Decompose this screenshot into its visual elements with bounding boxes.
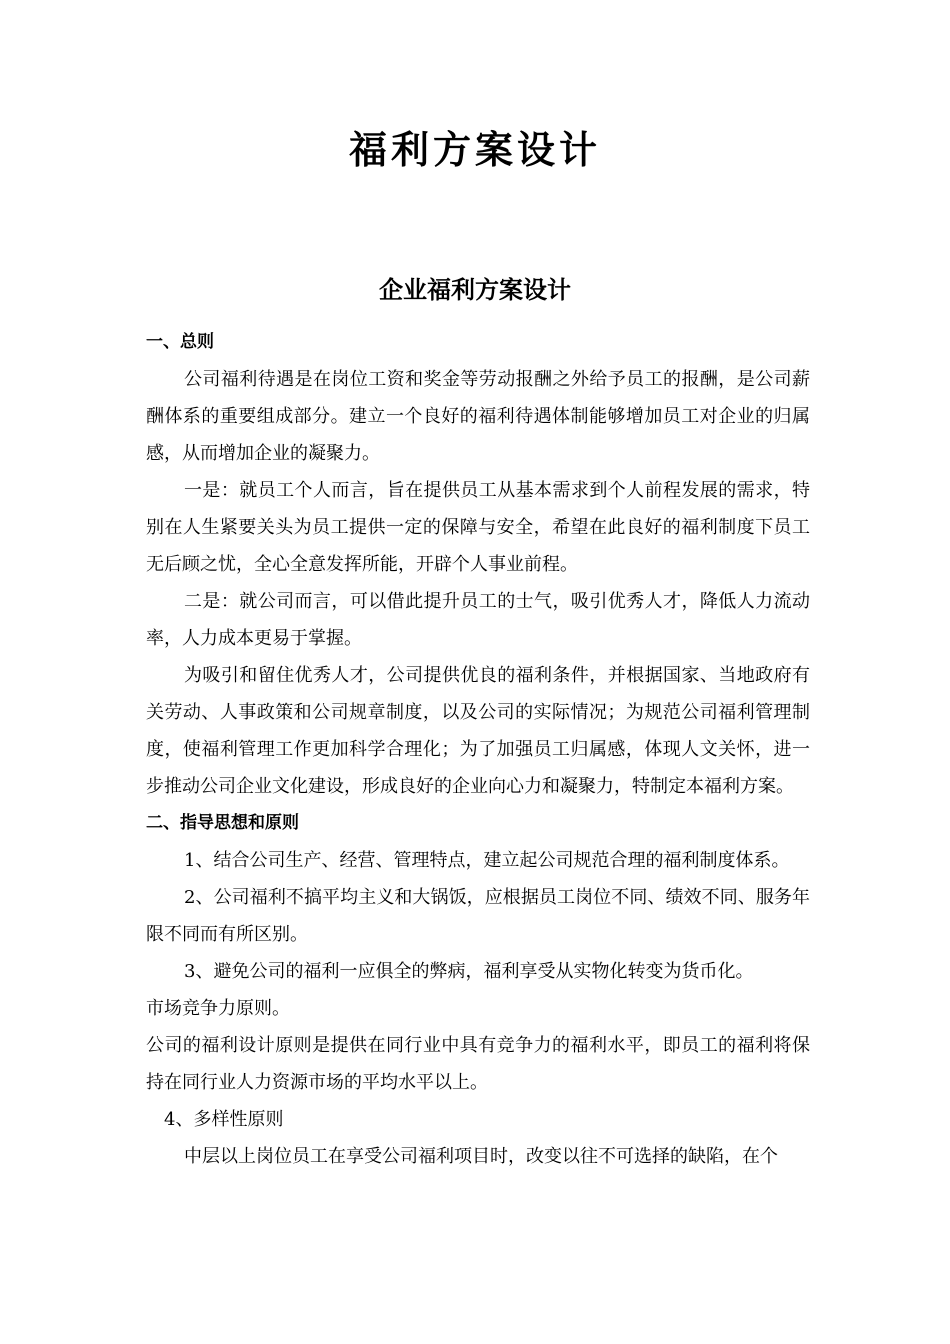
paragraph: 2、公司福利不搞平均主义和大锅饭，应根据员工岗位不同、绩效不同、服务年限不同而有所区别。 — [146, 887, 810, 945]
paragraph: 公司的福利设计原则是提供在同行业中具有竞争力的福利水平，即员工的福利将保持在同行业人力资源市场的平均水平以上。 — [146, 1035, 810, 1093]
paragraph: 中层以上岗位员工在享受公司福利项目时，改变以往不可选择的缺陷，在个 — [184, 1146, 778, 1167]
paragraph: 市场竞争力原则。 — [146, 998, 290, 1019]
main-title: 福利方案设计 — [348, 127, 601, 172]
sub-title: 企业福利方案设计 — [379, 276, 571, 304]
paragraph: 1、结合公司生产、经营、管理特点，建立起公司规范合理的福利制度体系。 — [184, 850, 790, 871]
paragraph: 一是：就员工个人而言，旨在提供员工从基本需求到个人前程发展的需求，特别在人生紧要关头为员工提供一定的保障与安全，希望在此良好的福利制度下员工无后顾之忧，全心全意发挥所能，开辟个人事业前程。 — [146, 480, 810, 575]
paragraph: 公司福利待遇是在岗位工资和奖金等劳动报酬之外给予员工的报酬，是公司薪酬体系的重要组成部分。建立一个良好的福利待遇体制能够增加员工对企业的归属感，从而增加企业的凝聚力。 — [146, 369, 810, 464]
paragraph: 二是：就公司而言，可以借此提升员工的士气，吸引优秀人才，降低人力流动率，人力成本更易于掌握。 — [146, 591, 810, 649]
paragraph: 4、多样性原则 — [164, 1109, 284, 1130]
section-heading-principles: 二、指导思想和原则 — [146, 813, 299, 833]
document-body — [146, 324, 810, 1175]
paragraph: 3、避免公司的福利一应俱全的弊病，福利享受从实物化转变为货币化。 — [184, 961, 754, 982]
section-heading-general: 一、总则 — [146, 332, 214, 352]
paragraph: 为吸引和留住优秀人才，公司提供优良的福利条件，并根据国家、当地政府有关劳动、人事政策和公司规章制度，以及公司的实际情况；为规范公司福利管理制度，使福利管理工作更加科学合理化；为了加强员工归属感，体现人文关怀，进一步推动公司企业文化建设，形成良好的企业向心力和凝聚力，特制定本福利方案。 — [146, 665, 810, 797]
